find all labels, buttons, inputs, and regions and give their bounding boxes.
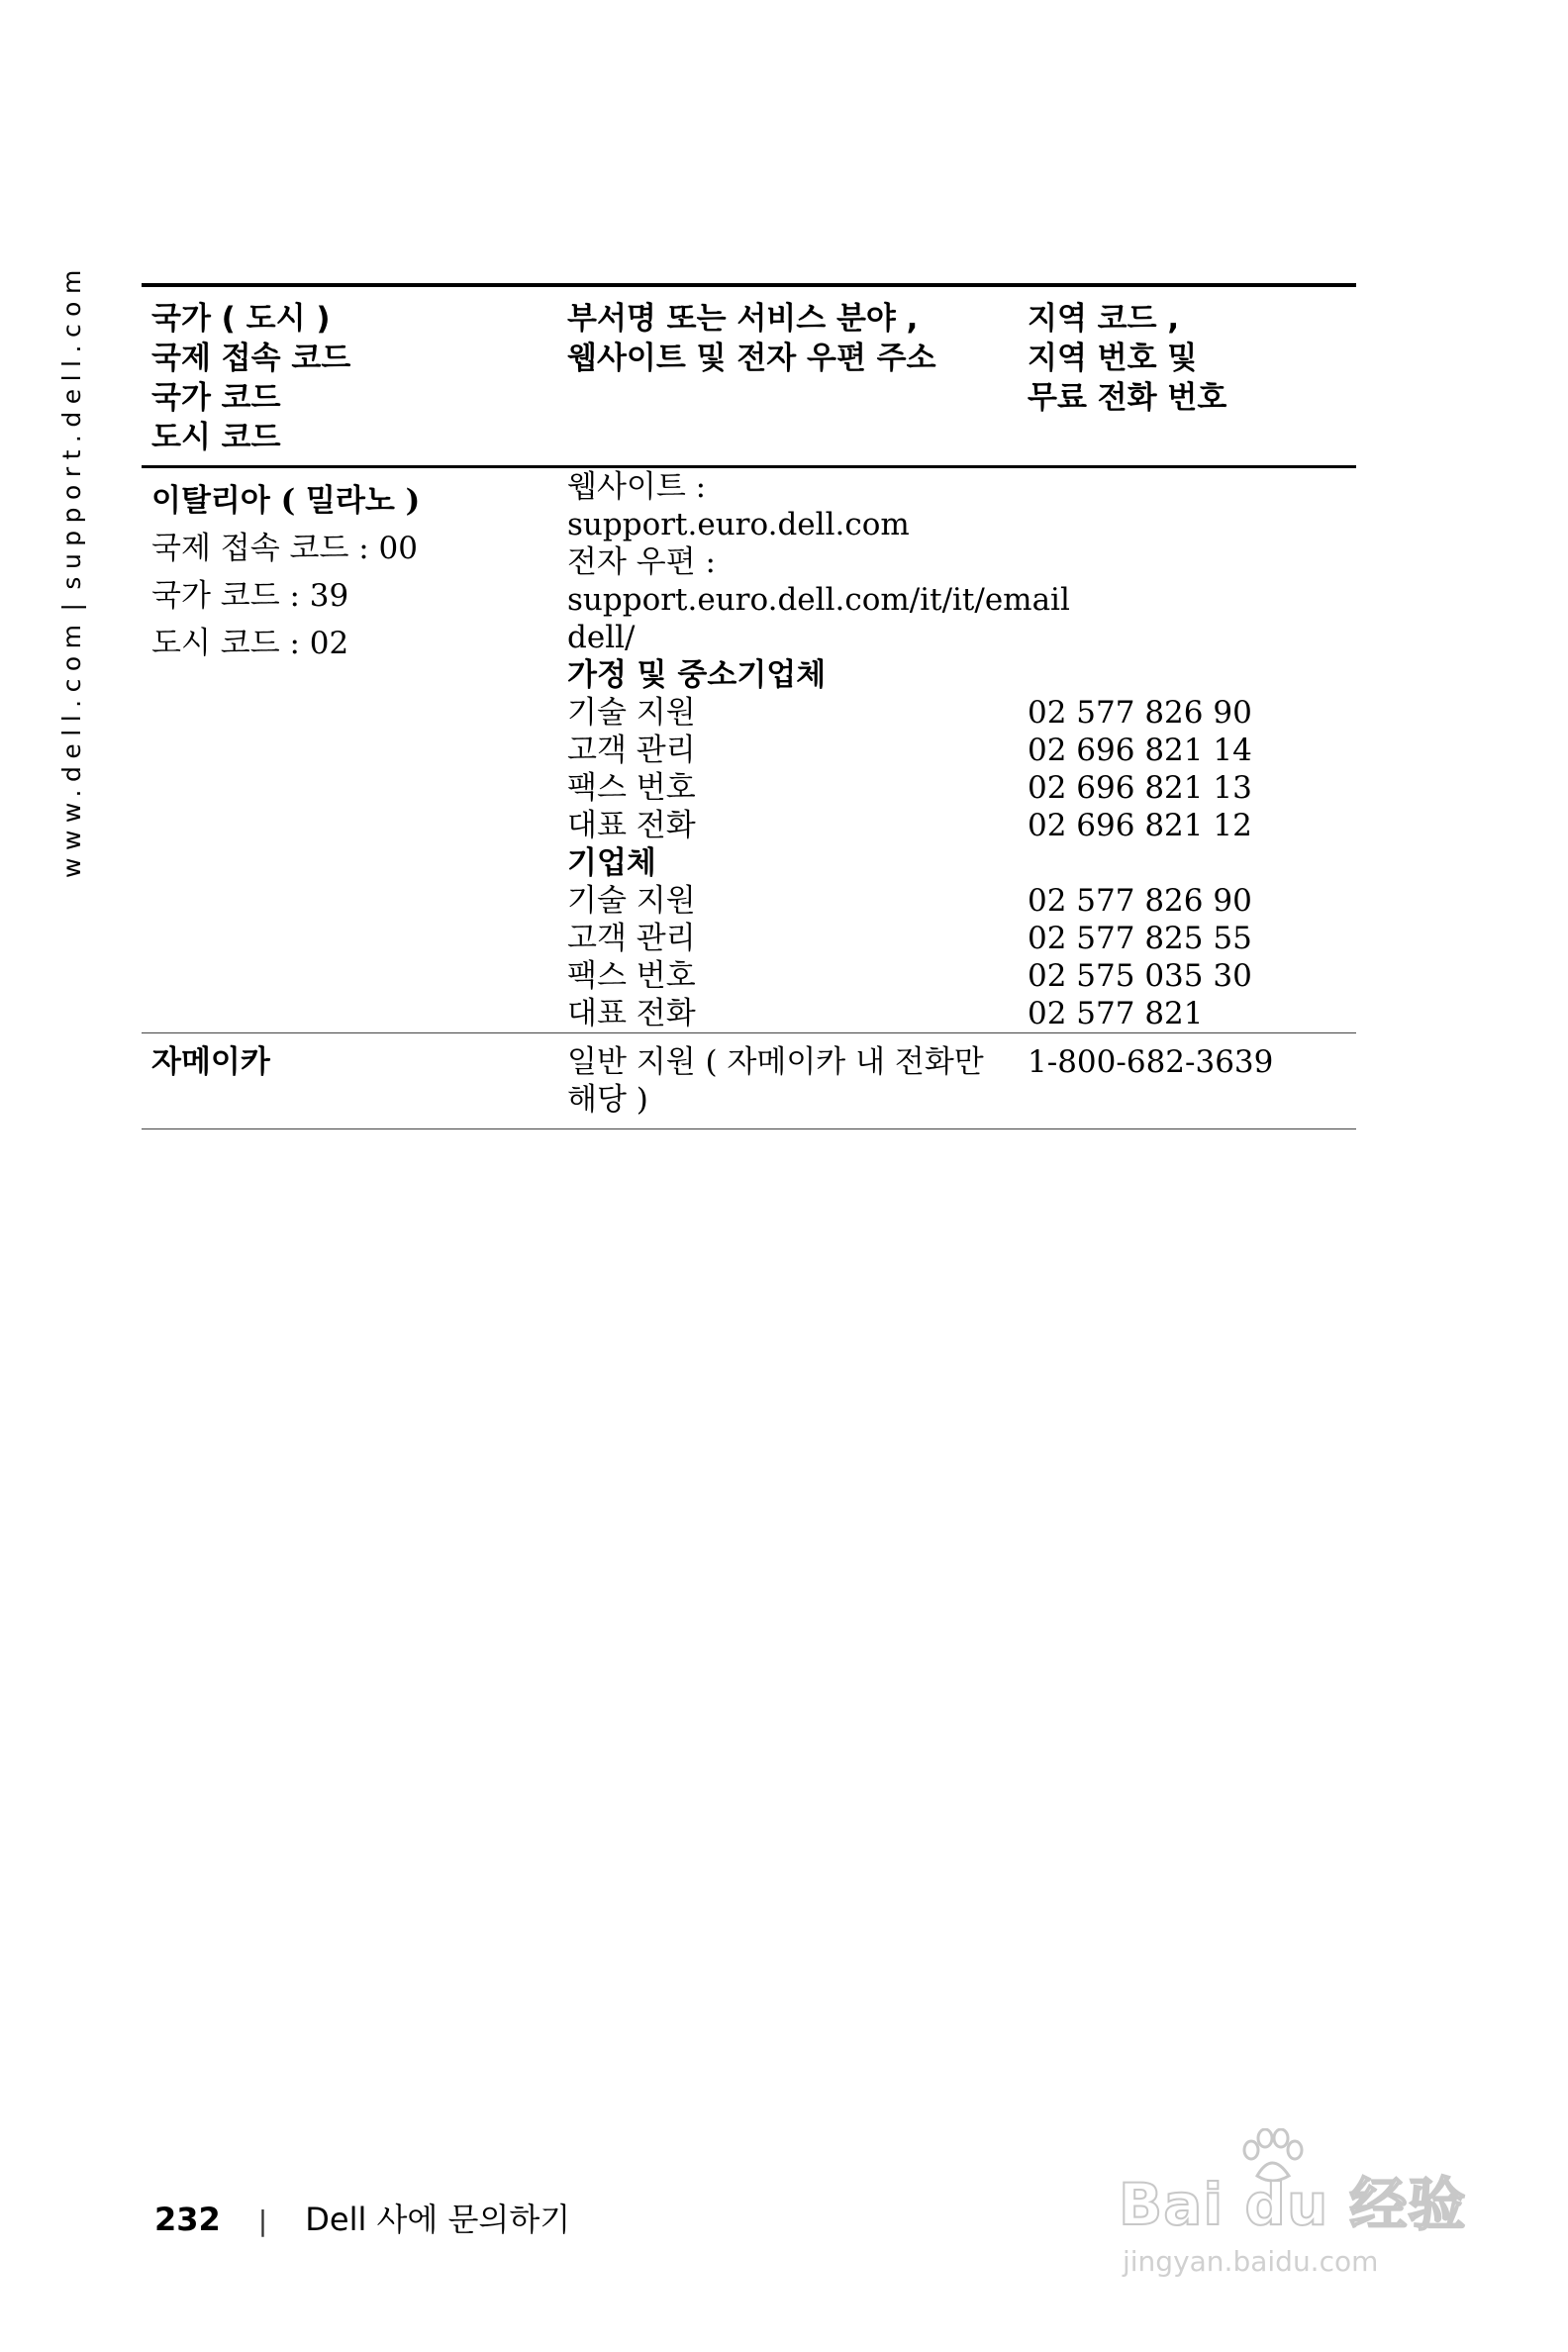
phone-number: 02 696 821 13 [1028, 770, 1252, 806]
contact-table [142, 283, 1356, 1129]
sidebar-divider: | [57, 595, 86, 612]
service-name: 대표 전화 [567, 996, 696, 1031]
footer-separator: | [257, 2205, 268, 2237]
email-link-line1[interactable]: support.euro.dell.com/it/it/email [567, 582, 1070, 618]
header-phone: 지역 코드 , 지역 번호 및 무료 전화 번호 [1028, 301, 1227, 416]
header-country: 국가 ( 도시 ) 국제 접속 코드 국가 코드 도시 코드 [151, 301, 351, 455]
country-name: 자메이카 [151, 1044, 270, 1080]
page-number: 232 [154, 2201, 221, 2238]
city-code: 도시 코드 : 02 [151, 626, 349, 661]
service-name: 대표 전화 [567, 808, 696, 843]
phone-number: 1-800-682-3639 [1028, 1044, 1274, 1080]
phone-number: 02 577 826 90 [1028, 695, 1252, 731]
website-label: 웹사이트 : [567, 469, 707, 505]
phone-number: 02 575 035 30 [1028, 958, 1252, 994]
page-footer [154, 2195, 570, 2240]
footer-title: Dell 사에 문의하기 [305, 2201, 571, 2238]
email-label: 전자 우편 : [567, 544, 716, 580]
section-corporate: 기업체 [567, 845, 656, 881]
intl-access-code: 국제 접속 코드 : 00 [151, 531, 418, 566]
phone-number: 02 577 826 90 [1028, 883, 1252, 919]
service-name: 팩스 번호 [567, 770, 696, 806]
service-name: 고객 관리 [567, 733, 696, 768]
country-code: 국가 코드 : 39 [151, 578, 349, 614]
phone-number: 02 696 821 14 [1028, 733, 1252, 768]
table-row [142, 467, 1356, 544]
service-name: 기술 지원 [567, 883, 696, 919]
country-cell-italy [142, 467, 557, 1033]
service-name: 고객 관리 [567, 921, 696, 956]
watermark-url: jingyan.baidu.com [1123, 2245, 1379, 2278]
watermark-brand: Bai du 经验 [1119, 2171, 1467, 2238]
phone-number: 02 696 821 12 [1028, 808, 1252, 843]
header-service: 부서명 또는 서비스 분야 , 웹사이트 및 전자 우편 주소 [567, 301, 936, 376]
table-row [142, 1033, 1356, 1129]
baidu-watermark [1119, 2128, 1475, 2287]
website-link[interactable]: support.euro.dell.com [567, 507, 910, 542]
email-link-line2[interactable]: dell/ [567, 620, 636, 655]
phone-number: 02 577 821 [1028, 996, 1204, 1031]
section-home-business: 가정 및 중소기업체 [567, 657, 827, 693]
service-name: 팩스 번호 [567, 958, 696, 994]
email-cell [557, 543, 1070, 656]
sidebar-url-left: www.dell.com [57, 617, 86, 878]
sidebar-url-right: support.dell.com [57, 262, 86, 590]
phone-number: 02 577 825 55 [1028, 921, 1252, 956]
table-header [142, 285, 1356, 467]
sidebar-url [57, 262, 86, 878]
service-name: 기술 지원 [567, 695, 696, 731]
country-name: 이탈리아 ( 밀라노 ) [151, 483, 421, 519]
service-cell: 일반 지원 ( 자메이카 내 전화만 해당 ) [567, 1044, 984, 1118]
website-cell [557, 467, 1018, 544]
